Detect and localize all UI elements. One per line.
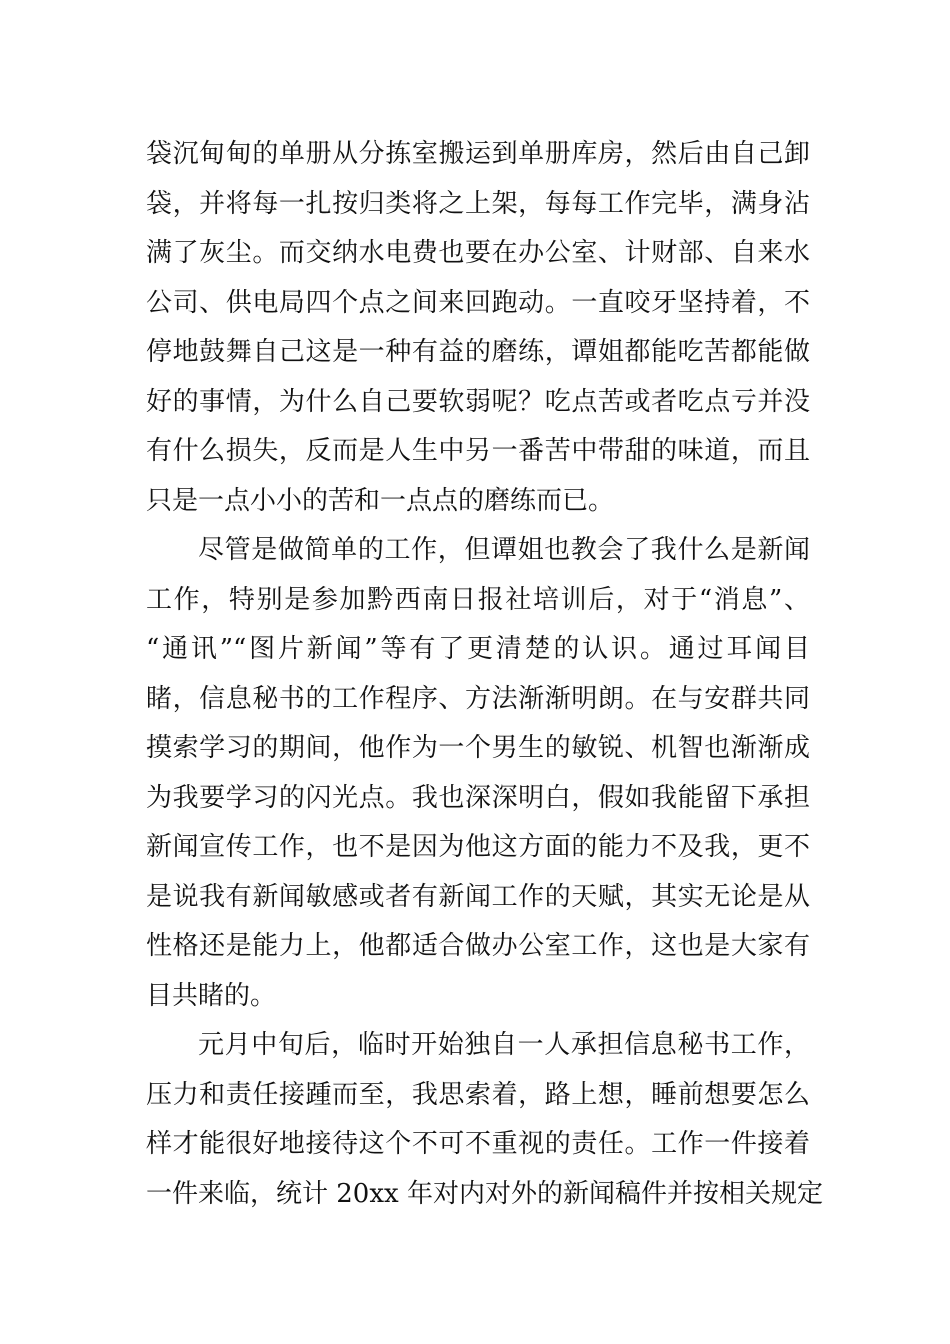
paragraph-2-line-7: 新闻宣传工作，也不是因为他这方面的能力不及我，更不 xyxy=(146,832,810,862)
paragraph-3-line-1: 元月中旬后，临时开始独自一人承担信息秘书工作， xyxy=(198,1030,810,1060)
paragraph-2-line-4: 睹，信息秘书的工作程序、方法渐渐明朗。在与安群共同 xyxy=(146,683,810,714)
paragraph-1-line-6: 好的事情，为什么自己要软弱呢？吃点苦或者吃点亏并没 xyxy=(146,386,810,417)
paragraph-3-line-2: 压力和责任接踵而至，我思索着，路上想，睡前想要怎么 xyxy=(146,1079,810,1110)
paragraph-2-line-6: 为我要学习的闪光点。我也深深明白，假如我能留下承担 xyxy=(146,782,810,813)
paragraph-2-line-5: 摸索学习的期间，他作为一个男生的敏锐、机智也渐渐成 xyxy=(146,733,810,763)
paragraph-1-line-8: 只是一点小小的苦和一点点的磨练而已。 xyxy=(146,485,615,516)
paragraph-1-line-7: 有什么损失，反而是人生中另一番苦中带甜的味道，而且 xyxy=(146,436,810,466)
paragraph-2-line-9: 性格还是能力上，他都适合做办公室工作，这也是大家有 xyxy=(146,931,810,961)
paragraph-2-line-1: 尽管是做简单的工作，但谭姐也教会了我什么是新闻 xyxy=(198,535,810,565)
paragraph-1-line-3: 满了灰尘。而交纳水电费也要在办公室、计财部、自来水 xyxy=(146,238,810,268)
paragraph-2-line-8: 是说我有新闻敏感或者有新闻工作的天赋，其实无论是从 xyxy=(146,881,810,912)
paragraph-1-line-2: 袋，并将每一扎按归类将之上架，每每工作完毕，满身沾 xyxy=(146,188,810,219)
paragraph-3-line-4: 一件来临，统计 20xx 年对内对外的新闻稿件并按相关规定 xyxy=(146,1178,823,1209)
paragraph-2-line-3: “通讯”“图片新闻”等有了更清楚的认识。通过耳闻目 xyxy=(146,634,810,664)
paragraph-2-line-10: 目共睹的。 xyxy=(146,980,277,1011)
paragraph-2-line-2: 工作，特别是参加黔西南日报社培训后，对于“消息”、 xyxy=(146,584,810,615)
paragraph-3-line-3: 样才能很好地接待这个不可不重视的责任。工作一件接着 xyxy=(146,1129,810,1159)
paragraph-1-line-5: 停地鼓舞自己这是一种有益的磨练，谭姐都能吃苦都能做 xyxy=(146,337,810,367)
paragraph-1-line-1: 袋沉甸甸的单册从分拣室搬运到单册库房，然后由自己卸 xyxy=(146,139,810,169)
paragraph-1-line-4: 公司、供电局四个点之间来回跑动。一直咬牙坚持着，不 xyxy=(146,287,810,318)
document-body xyxy=(146,130,823,1219)
